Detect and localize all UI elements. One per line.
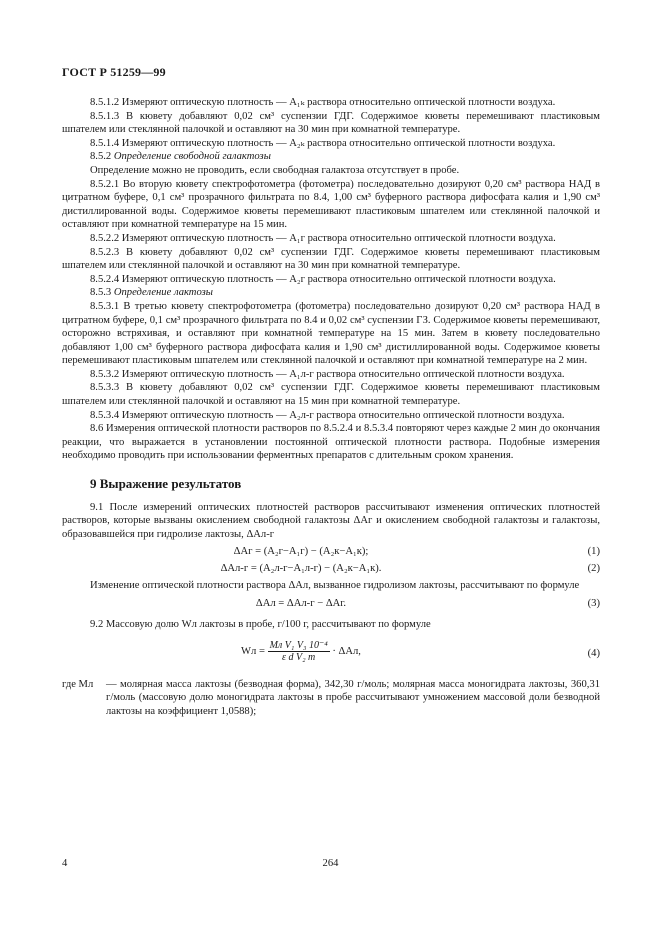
equation-number: (1): [587, 546, 600, 558]
equation-body: ΔAл-г = (A₂л-г−A₁л-г) − (A₂к−A₁к).: [220, 563, 382, 575]
paragraph-9-1: 9.1 После измерений оптических плотностей растворов рассчитывают изменения оптических плотностей растворов, которые вызваны окислением свободной галактозы ΔAг и окислением свободной галактозы и галактозы, образовавшейся при гидролизе лактозы, ΔAл-г: [62, 501, 600, 540]
paragraph-8-5-2-3: 8.5.2.3 В кювету добавляют 0,02 см³ суспензии ГДГ. Содержимое кюветы перемешивают пластиковым шпателем или стеклянной палочкой и оставляют на 30 мин при комнатной температуре.: [62, 246, 600, 272]
equation-number: (2): [587, 563, 600, 575]
paragraph-note: Определение можно не проводить, если свободная галактоза отсутствует в пробе.: [90, 164, 460, 176]
equation-2: [62, 562, 600, 579]
equation-body: ΔAг = (A₂г−A₁г) − (A₂к−A₁к);: [233, 546, 369, 558]
paragraph-9-2: 9.2 Массовую долю Wл лактозы в пробе, г/100 г, рассчитывают по формуле: [90, 619, 431, 630]
equation-number: (4): [587, 647, 600, 659]
section-heading-8-5-2: [62, 150, 600, 164]
paragraph-8-5-3-1: 8.5.3.1 В третью кювету спектрофотометра (фотометра) последовательно дозируют 0,20 см³ раствора НАД в цитратном буфере, 0,1 см³ прозрачного фильтрата по 8.4 и 0,02 см³ суспензии ГЗ. Содержимое кюветы перемешивают, осторожно встряхивая, и оставляют при комнатной температуре на 15 мин. Затем в кювету последовательно добавляют 1,00 см³ буферного раствора дифосфата калия и 1,90 см³ дистиллированной воды. Содержимое кюветы перемешивают пластиковым шпателем или стеклянной палочкой и оставляют при комнатной температуре на 2 мин.: [62, 300, 600, 367]
paragraph-8-5-1-3: 8.5.1.3 В кювету добавляют 0,02 см³ суспензии ГДГ. Содержимое кюветы перемешивают пластиковым шпателем или стеклянной палочкой и оставляют на 30 мин при комнатной температуре.: [62, 110, 600, 136]
paragraph-8-5-1-2: 8.5.1.2 Измеряют оптическую плотность — A₁ₖ раствора относительно оптической плотности воздуха.: [90, 97, 556, 108]
where-clause: [62, 678, 600, 719]
paragraph-8-5-3-3: 8.5.3.3 В кювету добавляют 0,02 см³ суспензии ГДГ. Содержимое кюветы перемешивают пластиковым шпателем или стеклянной палочкой и оставляют на 15 мин при комнатной температуре.: [62, 382, 600, 408]
section-number: 8.5.3: [90, 287, 114, 299]
paragraph-change: Изменение оптической плотности раствора ΔAл, вызванное гидролизом лактозы, рассчитывают по формуле: [90, 580, 580, 592]
paragraph-8-5-3-2: 8.5.3.2 Измеряют оптическую плотность — A₁л-г раствора относительно оптической плотности воздуха.: [90, 368, 565, 380]
section-9-heading: 9 Выражение результатов: [90, 476, 242, 492]
paragraph-8-5-2-1: 8.5.2.1 Во вторую кювету спектрофотометра (фотометра) последовательно дозируют 0,20 см³ раствора НАД в цитратном буфере, 0,1 см³ прозрачного фильтрата по 8.4, 1,00 см³ буферного раствора дифосфата калия и 1,90 см³ дистиллированной воды. Содержимое кюветы перемешивают пластиковым шпателем или стеклянной палочкой и оставляют при комнатной температуре на 15 мин.: [62, 178, 600, 231]
equation-number: (3): [587, 598, 600, 609]
equation-lhs: Wл =: [241, 645, 268, 657]
document-body: [62, 96, 600, 718]
fraction-denominator: ε d V₂ m: [282, 651, 316, 663]
equation-1: [62, 545, 600, 562]
section-number: 8.5.2: [90, 151, 114, 163]
section-title: Определение свободной галактозы: [113, 151, 271, 163]
fraction-numerator: Mл V₁ V₃ 10⁻⁴: [269, 639, 328, 651]
equation-body: [62, 640, 540, 663]
paragraph-8-5-2-2: 8.5.2.2 Измеряют оптическую плотность — A₁г раствора относительно оптической плотности воздуха.: [90, 232, 556, 244]
equation-rhs: · ΔAл,: [332, 645, 361, 657]
where-text: — молярная масса лактозы (безводная форма), 342,30 г/моль; молярная масса моногидрата лактозы, 360,31 г/моль (массовую долю моногидрата лактозы в пробе рассчитывают умножением массовой доли безводной лактозы на коэффициент 1,0588);: [106, 678, 600, 717]
page-number-center: 264: [322, 858, 339, 869]
page-number-left: 4: [62, 858, 68, 869]
paragraph-8-6: 8.6 Измерения оптической плотности растворов по 8.5.2.4 и 8.5.3.4 повторяют через каждые 2 мин до окончания реакции, что выражается в установлении постоянной оптической плотности раствора. Подобные измерения необходимо проводить при использовании ферментных препаратов с длительным сроком хранения.: [62, 423, 600, 462]
where-symbol: где Mл: [62, 678, 94, 690]
equation-fraction: [268, 640, 330, 663]
equation-body: ΔAл = ΔAл-г − ΔAг.: [255, 598, 347, 609]
equation-3: [62, 597, 600, 614]
paragraph-8-5-2-4: 8.5.2.4 Измеряют оптическую плотность — A₂г раствора относительно оптической плотности воздуха.: [90, 273, 556, 285]
equation-4: [62, 636, 600, 672]
paragraph-8-5-3-4: 8.5.3.4 Измеряют оптическую плотность — A₂л-г раствора относительно оптической плотности воздуха.: [90, 409, 565, 421]
section-title: Определение лактозы: [113, 287, 213, 299]
section-heading-8-5-3: [62, 286, 600, 300]
document-header: ГОСТ Р 51259—99: [62, 65, 166, 79]
paragraph-8-5-1-4: 8.5.1.4 Измеряют оптическую плотность — A₂ₖ раствора относительно оптической плотности воздуха.: [90, 137, 556, 149]
